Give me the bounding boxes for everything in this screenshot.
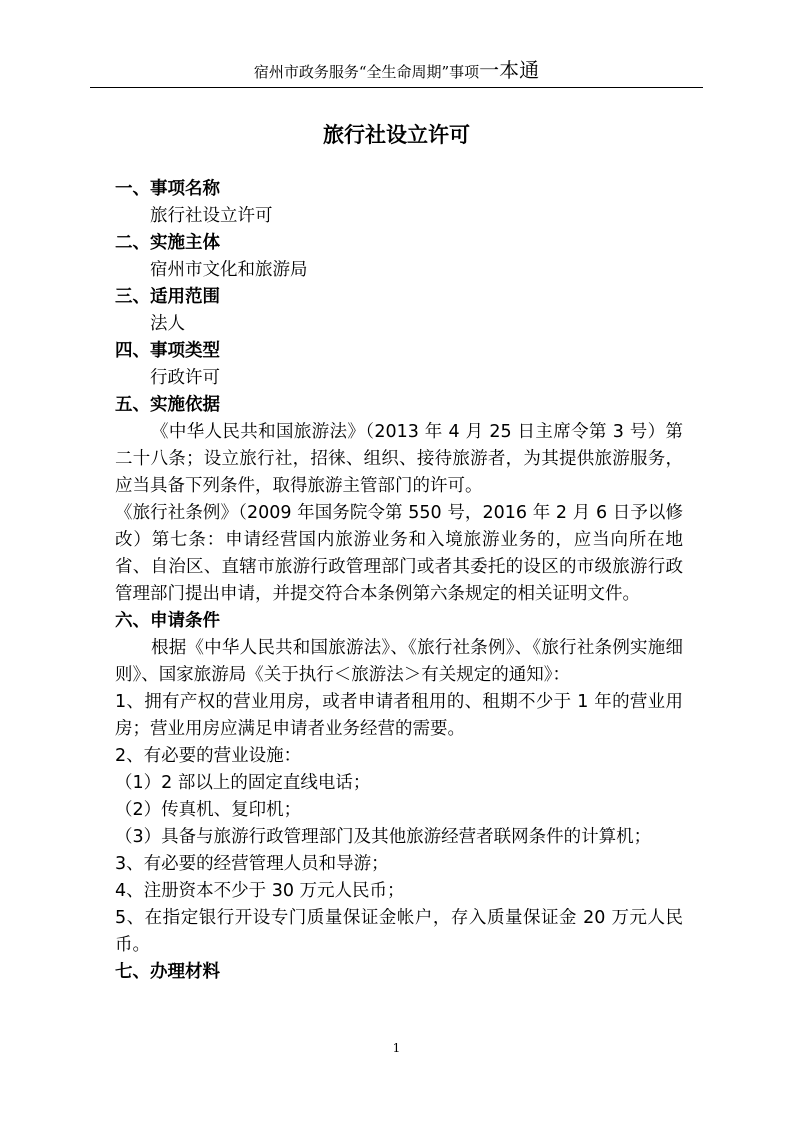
condition-item: 3、有必要的经营管理人员和导游； [115, 854, 389, 874]
section-heading-implementer: 二、实施主体 [115, 233, 220, 253]
section-heading-legal-basis: 五、实施依据 [115, 395, 220, 415]
condition-subitem: （2）传真机、复印机； [115, 800, 302, 820]
section-heading-conditions: 六、申请条件 [115, 611, 220, 631]
condition-subitem: （3）具备与旅游行政管理部门及其他旅游经营者联网条件的计算机； [115, 827, 652, 847]
section-value-implementer: 宿州市文化和旅游局 [150, 260, 308, 280]
section-heading-item-name: 一、事项名称 [115, 179, 220, 199]
legal-basis-tourism-law: 《中华人民共和国旅游法》（2013 年 4 月 25 日主席令第 3 号）第二十八条；设立旅行社，招徕、组织、接待旅游者，为其提供旅游服务，应当具备下列条件，取得旅游主管部门的许可。 [115, 422, 683, 496]
page-number: 1 [392, 1041, 401, 1055]
running-header [90, 58, 703, 84]
condition-item: 4、注册资本不少于 30 万元人民币； [115, 881, 405, 901]
page-title: 旅行社设立许可 [323, 123, 470, 147]
section-value-scope: 法人 [150, 314, 185, 334]
header-big-text: 一本通 [479, 58, 540, 82]
header-small-text: 宿州市政务服务“全生命周期”事项 [253, 63, 480, 81]
condition-subitem: （1）2 部以上的固定直线电话； [115, 773, 371, 793]
section-heading-scope: 三、适用范围 [115, 287, 220, 307]
conditions-intro: 根据《中华人民共和国旅游法》、《旅行社条例》、《旅行社条例实施细则》、国家旅游局《关于执行＜旅游法＞有关规定的通知》： [115, 638, 683, 685]
section-value-item-type: 行政许可 [150, 368, 220, 388]
header-rule [90, 87, 703, 88]
document-body [115, 176, 683, 986]
section-heading-item-type: 四、事项类型 [115, 341, 220, 361]
section-heading-materials: 七、办理材料 [115, 962, 220, 982]
section-value-item-name: 旅行社设立许可 [150, 206, 273, 226]
legal-basis-travel-agency-regulation: 《旅行社条例》（2009 年国务院令第 550 号，2016 年 2 月 6 日予以修改）第七条：申请经营国内旅游业务和入境旅游业务的，应当向所在地省、自治区、直辖市旅游行政管理部门或者其委托的设区的市级旅游行政管理部门提出申请，并提交符合本条例第六条规定的相关证明文件。 [115, 503, 683, 604]
condition-item: 2、有必要的营业设施： [115, 746, 302, 766]
condition-item: 1、拥有产权的营业用房，或者申请者租用的、租期不少于 1 年的营业用房；营业用房应满足申请者业务经营的需要。 [115, 692, 683, 739]
condition-item: 5、在指定银行开设专门质量保证金帐户，存入质量保证金 20 万元人民币。 [115, 908, 683, 955]
